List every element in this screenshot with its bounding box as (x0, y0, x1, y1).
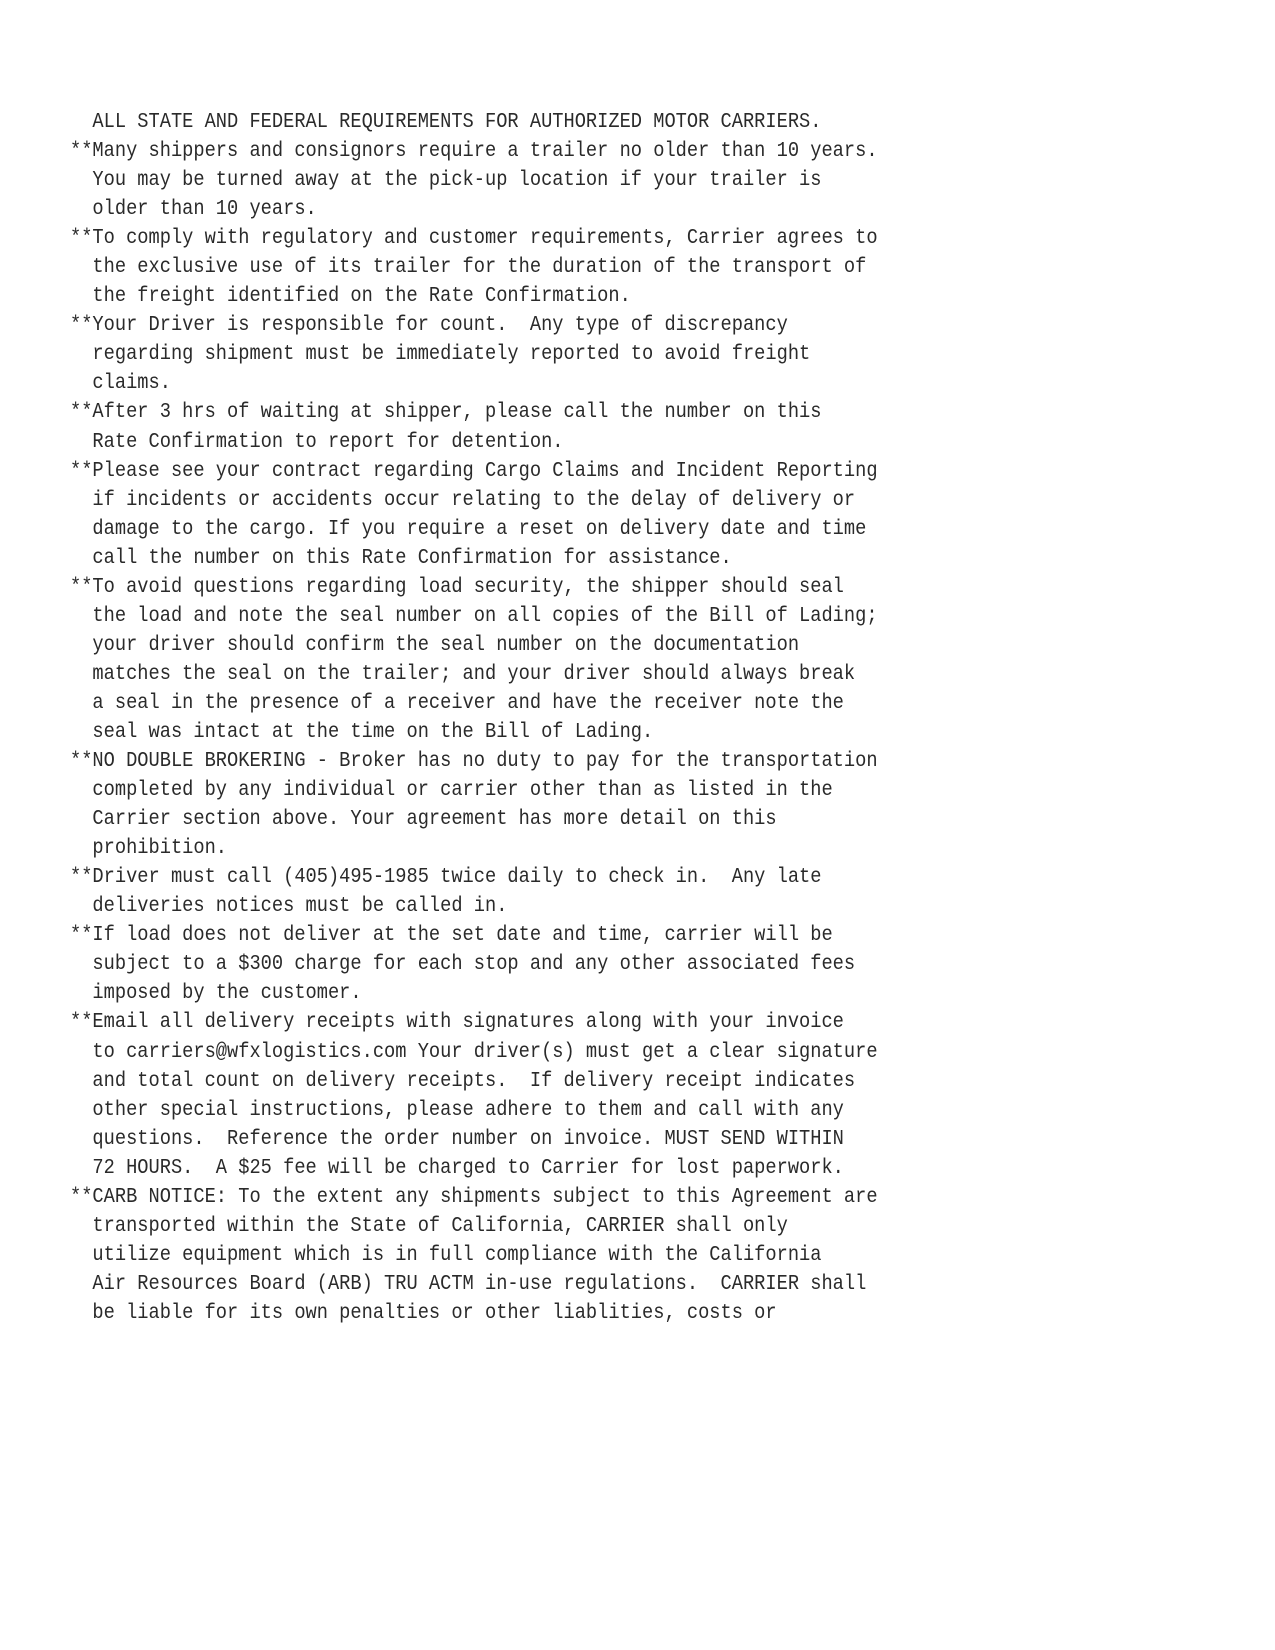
document-line: **If load does not deliver at the set date and time, carrier will be (70, 924, 833, 948)
document-line: deliveries notices must be called in. (70, 895, 508, 919)
document-line: the load and note the seal number on all copies of the Bill of Lading; (70, 604, 878, 628)
document-line: your driver should confirm the seal number on the documentation (70, 633, 800, 657)
document-line: transported within the State of California, CARRIER shall only (70, 1214, 788, 1238)
document-line: **Email all delivery receipts with signatures along with your invoice (70, 1011, 844, 1035)
document-line: 72 HOURS. A $25 fee will be charged to Carrier for lost paperwork. (70, 1156, 844, 1180)
document-line: **Driver must call (405)495-1985 twice daily to check in. Any late (70, 866, 822, 890)
document-line: utilize equipment which is in full compliance with the California (70, 1243, 822, 1267)
document-line: other special instructions, please adhere to them and call with any (70, 1098, 844, 1122)
document-line: seal was intact at the time on the Bill of Lading. (70, 720, 654, 744)
document-line: **Many shippers and consignors require a trailer no older than 10 years. (70, 140, 878, 164)
document-line: claims. (70, 372, 171, 396)
document-line: subject to a $300 charge for each stop and any other associated fees (70, 953, 856, 977)
document-line: be liable for its own penalties or other liablities, costs or (70, 1301, 777, 1325)
document-line: Rate Confirmation to report for detention. (70, 430, 564, 454)
document-line: Air Resources Board (ARB) TRU ACTM in-use regulations. CARRIER shall (70, 1272, 867, 1296)
document-line: **Your Driver is responsible for count. Any type of discrepancy (70, 314, 788, 338)
terms-text-block (70, 108, 1120, 1328)
document-line: Carrier section above. Your agreement has more detail on this (70, 808, 777, 832)
document-line: the exclusive use of its trailer for the duration of the transport of (70, 256, 867, 280)
document-line: **CARB NOTICE: To the extent any shipments subject to this Agreement are (70, 1185, 878, 1209)
document-line: **Please see your contract regarding Cargo Claims and Incident Reporting (70, 459, 878, 483)
document-line: call the number on this Rate Confirmation for assistance. (70, 546, 732, 570)
document-line: to carriers@wfxlogistics.com Your driver(s) must get a clear signature (70, 1040, 878, 1064)
document-line: imposed by the customer. (70, 982, 362, 1006)
document-line: You may be turned away at the pick-up location if your trailer is (70, 169, 822, 193)
document-line: older than 10 years. (70, 198, 317, 222)
document-line: damage to the cargo. If you require a reset on delivery date and time (70, 517, 867, 541)
document-line: completed by any individual or carrier other than as listed in the (70, 779, 833, 803)
document-line: **NO DOUBLE BROKERING - Broker has no duty to pay for the transportation (70, 750, 878, 774)
document-line: ALL STATE AND FEDERAL REQUIREMENTS FOR AUTHORIZED MOTOR CARRIERS. (70, 111, 822, 134)
document-line: prohibition. (70, 837, 228, 861)
document-line: regarding shipment must be immediately reported to avoid freight (70, 343, 811, 367)
document-line: and total count on delivery receipts. If delivery receipt indicates (70, 1069, 856, 1093)
document-line: matches the seal on the trailer; and your driver should always break (70, 662, 856, 686)
document-line: **To comply with regulatory and customer requirements, Carrier agrees to (70, 227, 878, 251)
document-line: if incidents or accidents occur relating to the delay of delivery or (70, 488, 856, 512)
document-line: **To avoid questions regarding load security, the shipper should seal (70, 575, 844, 599)
document-line: **After 3 hrs of waiting at shipper, please call the number on this (70, 401, 822, 425)
document-line: a seal in the presence of a receiver and have the receiver note the (70, 691, 844, 715)
document-line: questions. Reference the order number on invoice. MUST SEND WITHIN (70, 1127, 844, 1151)
document-line: the freight identified on the Rate Confirmation. (70, 285, 631, 309)
